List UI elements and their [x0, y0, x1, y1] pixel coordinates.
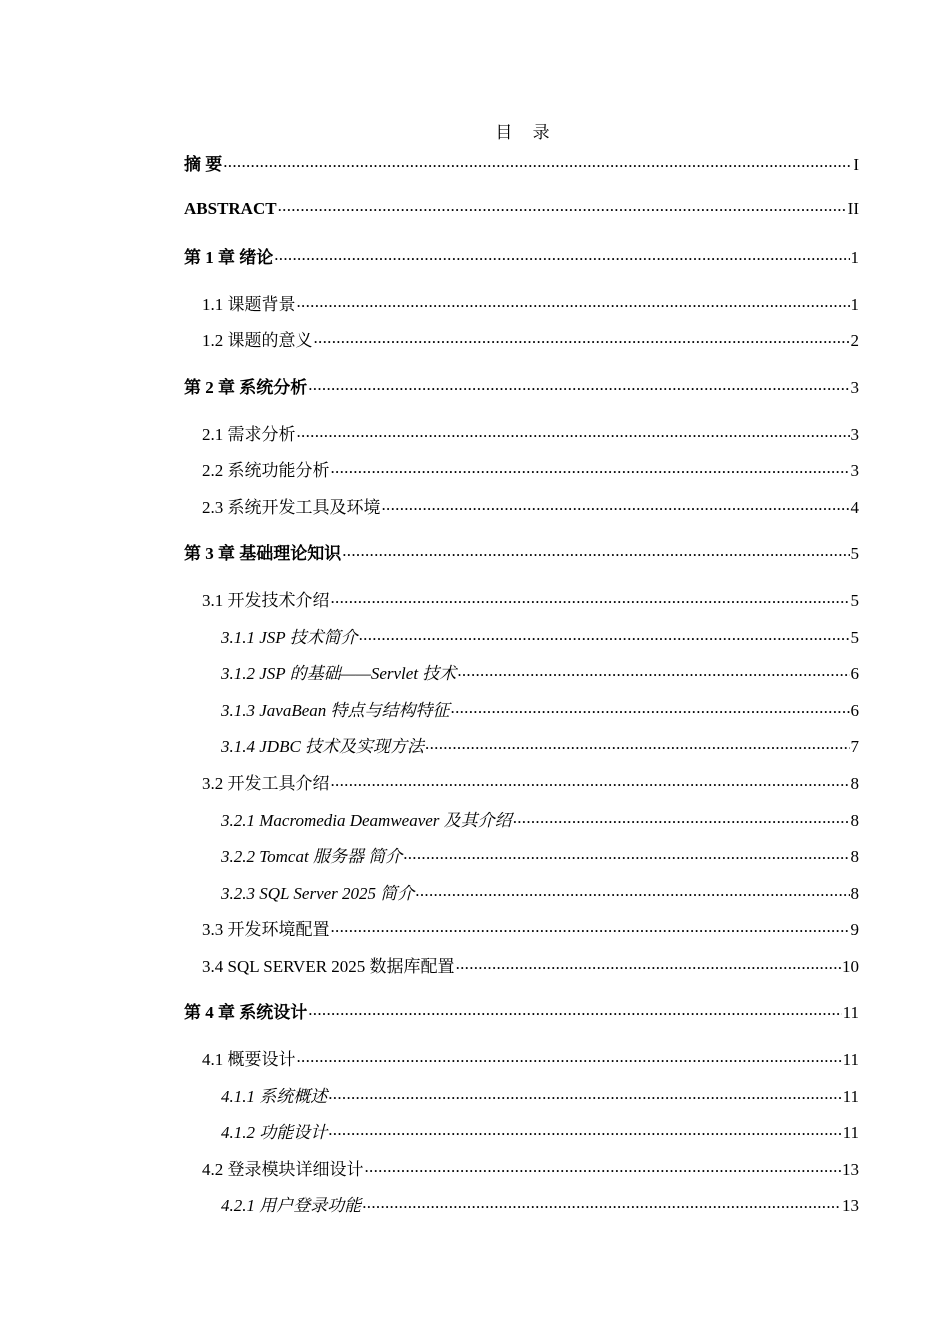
dot-leader: [274, 246, 849, 263]
toc-entry-label: 3.1.3 JavaBean 特点与结构特征: [221, 700, 450, 720]
toc-entry[interactable]: [184, 197, 859, 234]
toc-entry-label: 3.1 开发技术介绍: [202, 590, 330, 610]
toc-entry-label: 第 3 章 基础理论知识: [184, 544, 342, 564]
toc-entry[interactable]: [184, 659, 859, 696]
dot-leader: [328, 1121, 841, 1138]
toc-entry-label: 2.3 系统开发工具及环境: [202, 497, 381, 517]
toc-entry-label: 3.2.3 SQL Server 2025 简介: [221, 883, 415, 903]
toc-entry-label: 4.1 概要设计: [202, 1050, 296, 1070]
toc-entry[interactable]: [184, 150, 859, 187]
toc-entry[interactable]: [184, 493, 859, 530]
dot-leader: [297, 423, 850, 440]
toc-entry-label: 摘 要: [184, 155, 223, 174]
toc-title: 目 录: [495, 123, 558, 142]
toc-entry[interactable]: [184, 1118, 859, 1155]
dot-leader: [331, 459, 850, 476]
dot-leader: [314, 329, 850, 346]
dot-leader: [328, 1085, 841, 1102]
toc-entry-page-number: 4: [850, 497, 859, 517]
toc-entry[interactable]: [184, 290, 859, 327]
dot-leader: [513, 809, 850, 826]
toc-entry-page-number: 2: [850, 331, 859, 351]
toc-entry-page-number: 11: [842, 1003, 859, 1023]
toc-entry[interactable]: [184, 456, 859, 493]
toc-entry-label: 1.1 课题背景: [202, 294, 296, 314]
toc-entry-label: 2.2 系统功能分析: [202, 461, 330, 481]
dot-leader: [278, 197, 847, 214]
toc-entry[interactable]: [184, 806, 859, 843]
toc-entry-page-number: 11: [842, 1050, 859, 1070]
dot-leader: [331, 589, 850, 606]
dot-leader: [342, 542, 849, 559]
toc-entry-label: 4.2 登录模块详细设计: [202, 1159, 364, 1179]
dot-leader: [382, 496, 850, 513]
toc-entry-page-number: 6: [850, 664, 859, 684]
toc-entry-label: 3.2.1 Macromedia Deamweaver 及其介绍: [221, 810, 512, 830]
toc-entry-page-number: 5: [850, 590, 859, 610]
toc-entry-page-number: 3: [850, 424, 859, 444]
toc-entry[interactable]: [184, 696, 859, 733]
toc-entry-label: 1.2 课题的意义: [202, 331, 313, 351]
toc-entry-page-number: 10: [842, 956, 859, 976]
toc-entry-page-number: 13: [842, 1159, 859, 1179]
toc-entry-label: 3.2.2 Tomcat 服务器 简介: [221, 847, 403, 867]
toc-entry[interactable]: [184, 539, 859, 576]
dot-leader: [359, 626, 850, 643]
toc-entry[interactable]: [184, 243, 859, 280]
toc-entry-page-number: 6: [850, 700, 859, 720]
toc-entry[interactable]: [184, 842, 859, 879]
toc-entry-page-number: 13: [842, 1196, 859, 1216]
toc-entry[interactable]: [184, 586, 859, 623]
toc-entry[interactable]: [184, 623, 859, 660]
toc-entry-page-number: 11: [842, 1086, 859, 1106]
dot-leader: [415, 882, 849, 899]
dot-leader: [308, 1001, 841, 1018]
toc-entry-label: 3.1.4 JDBC 技术及实现方法: [221, 737, 425, 757]
toc-entry-label: ABSTRACT: [184, 198, 277, 218]
toc-entry[interactable]: [184, 1082, 859, 1119]
toc-entry-page-number: 1: [850, 248, 859, 268]
toc-entry[interactable]: [184, 326, 859, 363]
dot-leader: [297, 293, 850, 310]
toc-entry[interactable]: [184, 952, 859, 989]
toc-entry-label: 第 2 章 系统分析: [184, 377, 308, 397]
toc-entry[interactable]: [184, 1191, 859, 1228]
dot-leader: [331, 918, 850, 935]
toc-entry-label: 3.4 SQL SERVER 2025 数据库配置: [202, 956, 455, 976]
toc-entry-page-number: 8: [850, 883, 859, 903]
toc-entry-label: 4.2.1 用户登录功能: [221, 1196, 362, 1216]
toc-entry[interactable]: [184, 420, 859, 457]
toc-entry-label: 2.1 需求分析: [202, 424, 296, 444]
toc-entry-page-number: 5: [850, 544, 859, 564]
toc-entry[interactable]: [184, 998, 859, 1035]
toc-entry-page-number: I: [853, 155, 859, 174]
toc-entry[interactable]: [184, 1045, 859, 1082]
toc-entry-label: 3.1.1 JSP 技术简介: [221, 627, 358, 647]
dot-leader: [403, 845, 849, 862]
toc-entry-label: 4.1.2 功能设计: [221, 1123, 328, 1143]
toc-entry-label: 第 1 章 绪论: [184, 248, 274, 268]
table-of-contents: [184, 150, 859, 1228]
toc-entry-page-number: 8: [850, 810, 859, 830]
toc-entry-page-number: 7: [850, 737, 859, 757]
toc-entry[interactable]: [184, 732, 859, 769]
toc-entry-label: 4.1.1 系统概述: [221, 1086, 328, 1106]
toc-entry-page-number: 3: [850, 377, 859, 397]
toc-entry-label: 3.2 开发工具介绍: [202, 773, 330, 793]
dot-leader: [362, 1194, 841, 1211]
toc-entry-label: 第 4 章 系统设计: [184, 1003, 308, 1023]
toc-entry-page-number: 8: [850, 847, 859, 867]
dot-leader: [365, 1158, 842, 1175]
dot-leader: [451, 699, 850, 716]
dot-leader: [297, 1048, 842, 1065]
toc-entry-page-number: 1: [850, 294, 859, 314]
toc-entry[interactable]: [184, 373, 859, 410]
toc-entry-page-number: 11: [842, 1123, 859, 1143]
toc-entry[interactable]: [184, 879, 859, 916]
toc-entry-label: 3.3 开发环境配置: [202, 920, 330, 940]
toc-entry-page-number: 5: [850, 627, 859, 647]
dot-leader: [223, 153, 852, 170]
dot-leader: [331, 772, 850, 789]
dot-leader: [425, 735, 849, 752]
dot-leader: [308, 376, 849, 393]
toc-entry-label: 3.1.2 JSP 的基础——Servlet 技术: [221, 664, 457, 684]
toc-entry-page-number: 3: [850, 461, 859, 481]
toc-entry[interactable]: [184, 1155, 859, 1192]
toc-entry[interactable]: [184, 769, 859, 806]
toc-entry-page-number: 8: [850, 773, 859, 793]
toc-entry-page-number: 9: [850, 920, 859, 940]
toc-entry[interactable]: [184, 915, 859, 952]
dot-leader: [456, 955, 841, 972]
dot-leader: [457, 662, 849, 679]
toc-entry-page-number: II: [847, 198, 859, 218]
